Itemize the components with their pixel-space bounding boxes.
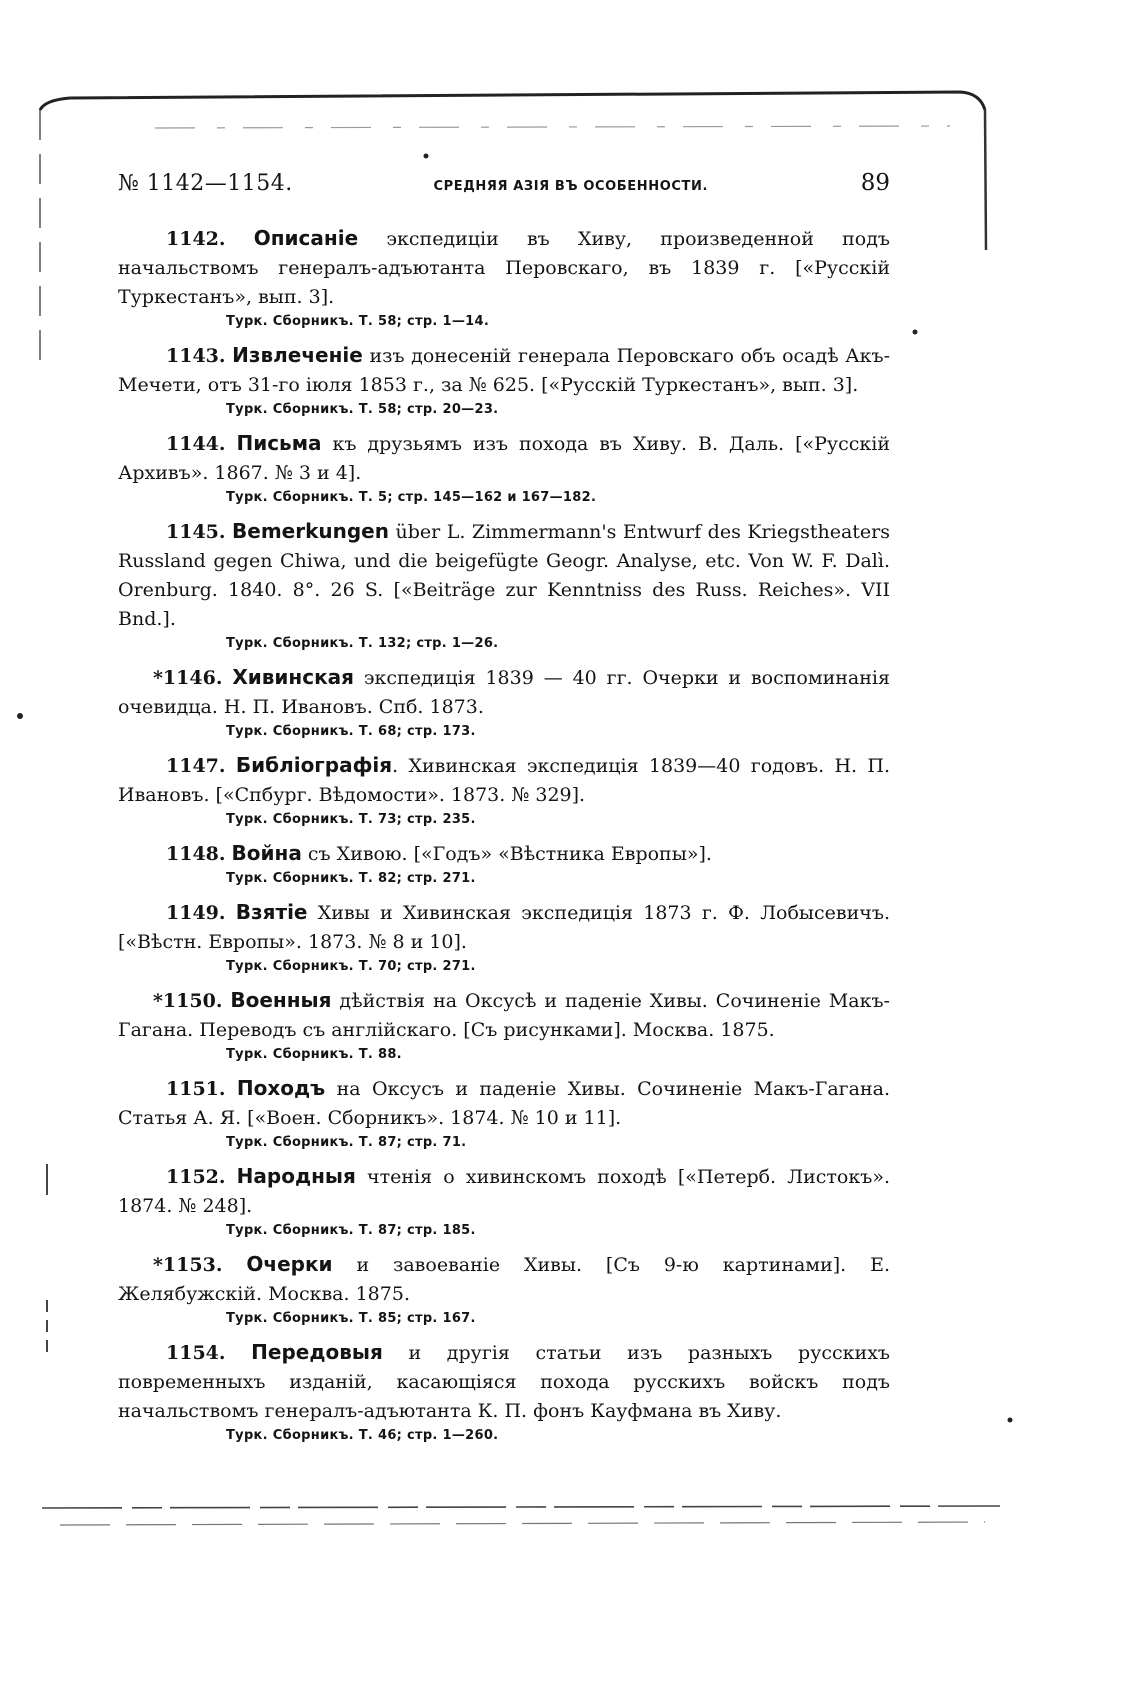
entry [118,1250,890,1326]
entry-description: экспедиція 1839 — 40 гг. Очерки и воспоминанія очевидца. Н. П. Ивановъ. Спб. 1873. [118,667,890,718]
entry-description: на Оксусъ и паденіе Хивы. Сочиненіе Макъ-Гагана. Статья А. Я. [«Воен. Сборникъ». 1874. № 10 и 11]. [118,1078,890,1129]
entry [118,224,890,329]
entry-description: экспедиціи въ Хиву, произведенной подъ начальствомъ генералъ-адъютанта Перовскаго, въ 1839 г. [«Русскій Туркестанъ», вып. 3]. [118,228,890,308]
page-header [118,170,890,196]
document-page [118,170,890,1455]
entry [118,663,890,739]
entry-reference: Турк. Сборникъ. Т. 87; стр. 71. [226,1135,467,1150]
entry-description: и завоеваніе Хивы. [Съ 9-ю картинами]. Е. Желябужскій. Москва. 1875. [118,1254,890,1305]
entry [118,1074,890,1150]
entry-reference: Турк. Сборникъ. Т. 58; стр. 1—14. [226,314,490,329]
entry-reference: Турк. Сборникъ. Т. 87; стр. 185. [226,1223,476,1238]
entry-number: 1154. [166,1342,226,1364]
section-title: СРЕДНЯЯ АЗІЯ ВЪ ОСОБЕННОСТИ. [433,179,709,194]
entry-range: № 1142—1154. [118,171,293,196]
entry [118,898,890,974]
entry [118,517,890,651]
entry-description: къ друзьямъ изъ похода въ Хиву. В. Даль. [«Русскій Архивъ». 1867. № 3 и 4]. [118,433,890,484]
entry [118,1162,890,1238]
entry-heading: Военныя [230,988,332,1012]
entry [118,341,890,417]
entry-heading: Извлеченіе [232,343,363,367]
entry-number: 1152. [166,1166,226,1188]
entry [118,986,890,1062]
entry-reference: Турк. Сборникъ. Т. 46; стр. 1—260. [226,1428,499,1443]
entry-description: Хивы и Хивинская экспедиція 1873 г. Ф. Лобысевичъ. [«Вѣстн. Европы». 1873. № 8 и 10]. [118,902,890,953]
page-number: 89 [860,170,890,196]
entry-reference: Турк. Сборникъ. Т. 88. [226,1047,402,1062]
entry-number: 1147. [166,755,226,777]
entry-reference: Турк. Сборникъ. Т. 58; стр. 20—23. [226,402,499,417]
entry-number: 1148. [166,843,226,865]
entry-description: съ Хивою. [«Годъ» «Вѣстника Европы»]. [301,843,712,865]
entry-description: . Хивинская экспедиція 1839—40 годовъ. Н. П. Ивановъ. [«Спбург. Вѣдомости». 1873. № 329]. [118,755,890,806]
entry-description: изъ донесеній генерала Перовскаго объ осадѣ Акъ-Мечети, отъ 31-го іюля 1853 г., за № 625. [«Русскій Туркестанъ», вып. 3]. [118,345,891,396]
entry-heading: Взятіе [235,900,308,924]
entry-description: über L. Zimmermann's Entwurf des Kriegstheaters Russland gegen Chiwa, und die beigefügte Geogr. Analyse, etc. Von W. F. Dalì. Orenburg. 1840. 8°. 26 S. [«Beiträge zur Kenntniss des Russ. Reiches». VII Bnd.]. [118,521,891,630]
entry-reference: Турк. Сборникъ. Т. 68; стр. 173. [226,724,476,739]
entry-heading: Народныя [236,1164,356,1188]
entry-reference: Турк. Сборникъ. Т. 132; стр. 1—26. [226,636,499,651]
entry-number: 1144. [166,433,226,455]
entry-heading: Хивинская [232,665,355,689]
entry-reference: Турк. Сборникъ. Т. 82; стр. 271. [226,871,476,886]
entry-reference: Турк. Сборникъ. Т. 5; стр. 145—162 и 167—182. [226,490,597,505]
entry-list [118,224,890,1443]
entry-number: 1145. [166,521,226,543]
entry-heading: Письма [236,431,322,455]
entry-description: чтенія о хивинскомъ походѣ [«Петерб. Листокъ». 1874. № 248]. [118,1166,890,1217]
entry-heading: Передовыя [251,1340,383,1364]
entry-number: *1150. [153,990,223,1012]
entry [118,429,890,505]
entry-number: 1151. [166,1078,226,1100]
entry-number: 1143. [166,345,226,367]
entry-description: и другія статьи изъ разныхъ русскихъ повременныхъ изданій, касающіяся похода русскихъ войскъ подъ начальствомъ генералъ-адъютанта К. П. фонъ Кауфмана въ Хиву. [118,1342,890,1422]
entry-description: дѣйствія на Оксусѣ и паденіе Хивы. Сочиненіе Макъ-Гагана. Переводъ съ англійскаго. [Съ рисунками]. Москва. 1875. [118,990,890,1041]
entry [118,839,890,886]
entry-reference: Турк. Сборникъ. Т. 70; стр. 271. [226,959,476,974]
entry-reference: Турк. Сборникъ. Т. 85; стр. 167. [226,1311,476,1326]
entry-heading: Bemerkungen [232,519,389,543]
entry-number: *1153. [153,1254,223,1276]
entry-heading: Война [231,841,302,865]
entry [118,1338,890,1443]
entry-number: 1149. [166,902,226,924]
entry-reference: Турк. Сборникъ. Т. 73; стр. 235. [226,812,476,827]
entry-number: *1146. [153,667,223,689]
entry-heading: Очерки [246,1252,333,1276]
entry-number: 1142. [166,228,226,250]
entry-heading: Описаніе [253,226,359,250]
entry [118,751,890,827]
entry-heading: Библіографія [235,753,393,777]
entry-heading: Походъ [236,1076,326,1100]
